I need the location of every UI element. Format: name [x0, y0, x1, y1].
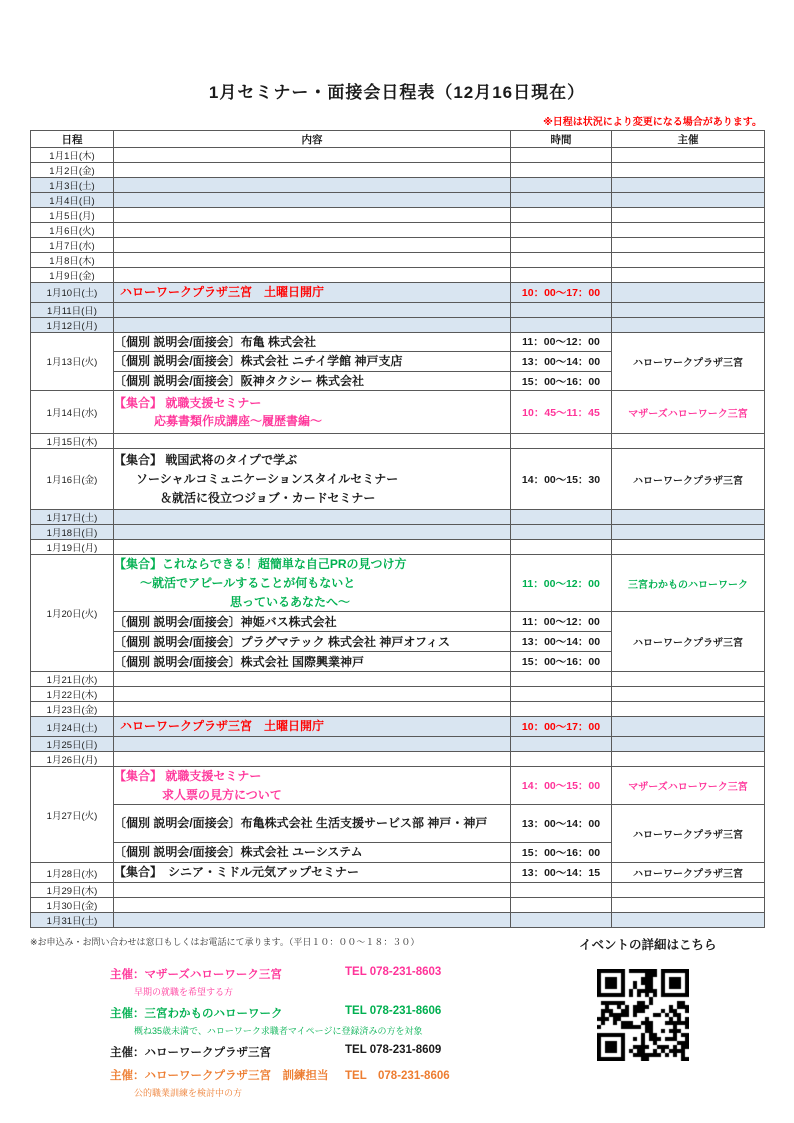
page-title: 1月セミナー・面接会日程表（12月16日現在）: [208, 83, 586, 102]
table-row: [31, 898, 765, 913]
date-cell: 1月11日(日): [31, 302, 114, 317]
content-line: 求人票の見方について: [162, 787, 282, 802]
organizer-cell: ハローワークプラザ三宮: [612, 612, 765, 672]
table-row: [31, 449, 765, 510]
table-row: [31, 193, 765, 208]
date-cell: 1月22日(木): [31, 687, 114, 702]
content-cell: [114, 317, 511, 332]
header-cell-organizer: 主催: [612, 131, 765, 148]
content-line: ハローワークプラザ三宮 土曜日開庁: [120, 285, 325, 299]
time-cell: [511, 317, 612, 332]
content-line: 〔個別 説明会/面接会〕プラグマテック 株式会社 神戸オフィス: [114, 634, 451, 649]
organizer-cell: 三宮わかものハローワーク: [612, 555, 765, 612]
content-cell: [114, 898, 511, 913]
header-cell-time: 時間: [511, 131, 612, 148]
time-cell: [511, 302, 612, 317]
date-cell: 1月7日(水): [31, 238, 114, 253]
bottom-left-column: [30, 935, 450, 1100]
date-cell: 1月19日(月): [31, 540, 114, 555]
content-cell: [114, 612, 511, 632]
organizer-cell: [612, 208, 765, 223]
content-line: ハローワークプラザ三宮 土曜日開庁: [120, 719, 325, 734]
content-cell: [114, 268, 511, 283]
content-cell: [114, 352, 511, 372]
date-cell: 1月1日(木): [31, 148, 114, 163]
contact-tel: TEL 078-231-8606: [345, 1005, 442, 1018]
content-cell: [114, 525, 511, 540]
contact-name: 主催：ハローワークプラザ三宮: [110, 1047, 271, 1060]
time-cell: 15：00～16：00: [511, 843, 612, 863]
organizer-cell: [612, 302, 765, 317]
time-cell: [511, 253, 612, 268]
organizer-cell: [612, 717, 765, 737]
qr-code-icon: [597, 969, 689, 1061]
organizer-cell: [612, 913, 765, 928]
time-cell: 14：00～15：00: [511, 766, 612, 804]
content-line: 〔個別 説明会/面接会〕株式会社 ユーシステム: [114, 845, 363, 860]
organizer-cell: [612, 525, 765, 540]
organizer-cell: [612, 148, 765, 163]
content-line: ソーシャルコミュニケーションスタイルセミナー: [136, 472, 399, 487]
content-cell: [114, 883, 511, 898]
content-cell: [114, 805, 511, 843]
table-row: [31, 751, 765, 766]
content-cell: [114, 163, 511, 178]
organizer-cell: [612, 178, 765, 193]
contact-entry: [110, 1044, 450, 1060]
time-cell: [511, 672, 612, 687]
table-row: [31, 863, 765, 883]
table-row: [31, 612, 765, 632]
organizer-cell: マザーズハローワーク三宮: [612, 766, 765, 804]
table-row: [31, 702, 765, 717]
content-cell: [114, 736, 511, 751]
organizer-cell: [612, 510, 765, 525]
content-line: 応募書類作成講座～履歴書編～: [154, 414, 323, 429]
time-cell: 10：00～17：00: [511, 717, 612, 737]
application-footnote: ※お申込み・お問い合わせは窓口もしくはお電話にて承ります。（平日１０：００～１８：３０）: [30, 937, 420, 948]
organizer-cell: [612, 883, 765, 898]
date-cell: 1月24日(土): [31, 717, 114, 737]
table-row: [31, 178, 765, 193]
content-cell: [114, 434, 511, 449]
date-cell: 1月8日(木): [31, 253, 114, 268]
content-cell: [114, 913, 511, 928]
date-cell: 1月12日(月): [31, 317, 114, 332]
content-line: 〔個別 説明会/面接会〕布亀株式会社 生活支援サービス部 神戸・神戸: [114, 816, 488, 831]
content-cell: [114, 302, 511, 317]
content-cell: [114, 283, 511, 303]
table-row: [31, 302, 765, 317]
contact-name: 主催：マザーズハローワーク三宮: [110, 969, 282, 982]
contact-note: 早期の就職を希望する方: [134, 987, 234, 998]
time-cell: [511, 434, 612, 449]
organizer-cell: ハローワークプラザ三宮: [612, 863, 765, 883]
date-cell: 1月5日(月): [31, 208, 114, 223]
organizer-cell: ハローワークプラザ三宮: [612, 449, 765, 510]
time-cell: 13：00～14：00: [511, 632, 612, 652]
date-cell: 1月6日(火): [31, 223, 114, 238]
content-cell: [114, 238, 511, 253]
contact-tel: TEL 078-231-8603: [345, 966, 442, 979]
content-cell: [114, 751, 511, 766]
content-line: ＆就活に役立つジョブ・カードセミナー: [160, 490, 376, 505]
time-cell: [511, 913, 612, 928]
contact-tel: TEL 078-231-8609: [345, 1044, 442, 1057]
organizer-cell: [612, 223, 765, 238]
contact-note: 概ね35歳未満で、ハローワーク求職者マイページに登録済みの方を対象: [134, 1026, 423, 1037]
revision-notice: ※日程は状況により変更になる場合があります。: [543, 117, 762, 128]
date-cell: 1月14日(水): [31, 391, 114, 434]
content-line: 【集合】 就職支援セミナー: [114, 768, 262, 783]
organizer-cell: マザーズハローワーク三宮: [612, 391, 765, 434]
date-cell: 1月16日(金): [31, 449, 114, 510]
organizer-cell: [612, 672, 765, 687]
content-cell: [114, 148, 511, 163]
table-row: [31, 736, 765, 751]
schedule-table-body: [31, 148, 765, 928]
content-cell: [114, 717, 511, 737]
content-line: 〔個別 説明会/面接会〕神姫バス株式会社: [114, 614, 337, 629]
organizer-cell: [612, 540, 765, 555]
organizer-cell: [612, 283, 765, 303]
organizer-cell: [612, 736, 765, 751]
table-row: [31, 717, 765, 737]
time-cell: 10：00～17：00: [511, 283, 612, 303]
contacts-section: [110, 966, 450, 1099]
content-cell: [114, 652, 511, 672]
table-row: [31, 434, 765, 449]
schedule-table: [30, 130, 765, 928]
contact-entry: [110, 966, 450, 982]
organizer-cell: [612, 193, 765, 208]
table-row: [31, 883, 765, 898]
time-cell: [511, 193, 612, 208]
time-cell: [511, 208, 612, 223]
contact-name: 主催：三宮わかものハローワーク: [110, 1008, 283, 1021]
organizer-cell: [612, 898, 765, 913]
table-row: [31, 540, 765, 555]
content-cell: [114, 702, 511, 717]
organizer-cell: [612, 687, 765, 702]
table-row: [31, 525, 765, 540]
content-cell: [114, 193, 511, 208]
table-row: [31, 555, 765, 612]
content-line: 【集合】これならできる！超簡単な自己PRの見つけ方: [114, 557, 407, 572]
time-cell: [511, 268, 612, 283]
time-cell: [511, 148, 612, 163]
contact-entry: [110, 1005, 450, 1021]
time-cell: [511, 540, 612, 555]
time-cell: [511, 702, 612, 717]
content-cell: [114, 687, 511, 702]
date-cell: 1月9日(金): [31, 268, 114, 283]
time-cell: [511, 163, 612, 178]
organizer-cell: [612, 317, 765, 332]
content-line: 〔個別 説明会/面接会〕布亀 株式会社: [114, 334, 317, 349]
qr-label: イベントの詳細はこちら: [579, 938, 717, 953]
date-cell: 1月25日(日): [31, 736, 114, 751]
content-line: 〔個別 説明会/面接会〕株式会社 ニチイ学館 神戸支店: [114, 354, 403, 369]
table-row: [31, 391, 765, 434]
date-cell: 1月13日(火): [31, 332, 114, 391]
content-cell: [114, 672, 511, 687]
time-cell: [511, 751, 612, 766]
content-cell: [114, 332, 511, 352]
content-cell: [114, 510, 511, 525]
table-row: [31, 253, 765, 268]
table-row: [31, 317, 765, 332]
contact-name: 主催：ハローワークプラザ三宮 訓練担当: [110, 1070, 329, 1083]
content-cell: [114, 449, 511, 510]
table-row: [31, 913, 765, 928]
contact-note: 公的職業訓練を検討中の方: [134, 1088, 243, 1099]
header-cell-date: 日程: [31, 131, 114, 148]
content-cell: [114, 371, 511, 391]
date-cell: 1月18日(日): [31, 525, 114, 540]
organizer-cell: ハローワークプラザ三宮: [612, 805, 765, 863]
content-cell: [114, 178, 511, 193]
organizer-cell: ハローワークプラザ三宮: [612, 332, 765, 391]
date-cell: 1月3日(土): [31, 178, 114, 193]
content-line: 【集合】 戦国武将のタイプで学ぶ: [114, 453, 298, 468]
date-cell: 1月15日(木): [31, 434, 114, 449]
content-cell: [114, 540, 511, 555]
date-cell: 1月28日(水): [31, 863, 114, 883]
time-cell: [511, 525, 612, 540]
qr-section: [579, 935, 764, 1100]
time-cell: 15：00～16：00: [511, 652, 612, 672]
table-row: [31, 238, 765, 253]
date-cell: 1月30日(金): [31, 898, 114, 913]
date-cell: 1月26日(月): [31, 751, 114, 766]
content-line: 【集合】 シニア・ミドル元気アップセミナー: [114, 865, 360, 880]
organizer-cell: [612, 702, 765, 717]
time-cell: 11：00～12：00: [511, 332, 612, 352]
organizer-cell: [612, 268, 765, 283]
bottom-section: [30, 935, 764, 1100]
content-cell: [114, 391, 511, 434]
table-row: [31, 766, 765, 804]
organizer-cell: [612, 163, 765, 178]
content-cell: [114, 555, 511, 612]
organizer-cell: [612, 434, 765, 449]
time-cell: [511, 898, 612, 913]
date-cell: 1月17日(土): [31, 510, 114, 525]
table-row: [31, 223, 765, 238]
time-cell: [511, 223, 612, 238]
time-cell: 11：00～12：00: [511, 612, 612, 632]
time-cell: [511, 687, 612, 702]
content-line: 【集合】 就職支援セミナー: [114, 395, 262, 410]
time-cell: 10：45～11：45: [511, 391, 612, 434]
table-row: [31, 805, 765, 843]
table-row: [31, 687, 765, 702]
date-cell: 1月27日(火): [31, 766, 114, 862]
time-cell: [511, 883, 612, 898]
time-cell: [511, 736, 612, 751]
date-cell: 1月23日(金): [31, 702, 114, 717]
table-row: [31, 163, 765, 178]
content-cell: [114, 223, 511, 238]
table-row: [31, 208, 765, 223]
time-cell: 11：00～12：00: [511, 555, 612, 612]
content-cell: [114, 863, 511, 883]
organizer-cell: [612, 751, 765, 766]
date-cell: 1月4日(日): [31, 193, 114, 208]
contact-entry: [110, 1067, 450, 1083]
time-cell: 14：00～15：30: [511, 449, 612, 510]
content-cell: [114, 766, 511, 804]
time-cell: [511, 238, 612, 253]
time-cell: 15：00～16：00: [511, 371, 612, 391]
table-row: [31, 510, 765, 525]
date-cell: 1月29日(木): [31, 883, 114, 898]
date-cell: 1月20日(火): [31, 555, 114, 672]
time-cell: [511, 510, 612, 525]
organizer-cell: [612, 253, 765, 268]
table-row: [31, 332, 765, 352]
table-row: [31, 268, 765, 283]
date-cell: 1月2日(金): [31, 163, 114, 178]
date-cell: 1月21日(水): [31, 672, 114, 687]
time-cell: 13：00～14：00: [511, 805, 612, 843]
content-line: 思っているあなたへ～: [230, 594, 351, 609]
table-row: [31, 148, 765, 163]
content-cell: [114, 253, 511, 268]
header-cell-content: 内容: [114, 131, 511, 148]
contact-tel: TEL 078-231-8606: [345, 1070, 450, 1083]
content-cell: [114, 208, 511, 223]
content-line: 〔個別 説明会/面接会〕株式会社 国際興業神戸: [114, 654, 365, 669]
organizer-cell: [612, 238, 765, 253]
time-cell: 13：00～14：15: [511, 863, 612, 883]
content-line: ～就活でアピールすることが何もないと: [140, 576, 356, 591]
qr-wrap: [597, 969, 752, 1066]
table-row: [31, 672, 765, 687]
date-cell: 1月31日(土): [31, 913, 114, 928]
table-row: [31, 283, 765, 303]
table-header-row: [31, 131, 765, 148]
date-cell: 1月10日(土): [31, 283, 114, 303]
content-line: 〔個別 説明会/面接会〕阪神タクシー 株式会社: [114, 373, 365, 388]
content-cell: [114, 632, 511, 652]
time-cell: [511, 178, 612, 193]
content-cell: [114, 843, 511, 863]
time-cell: 13：00～14：00: [511, 352, 612, 372]
